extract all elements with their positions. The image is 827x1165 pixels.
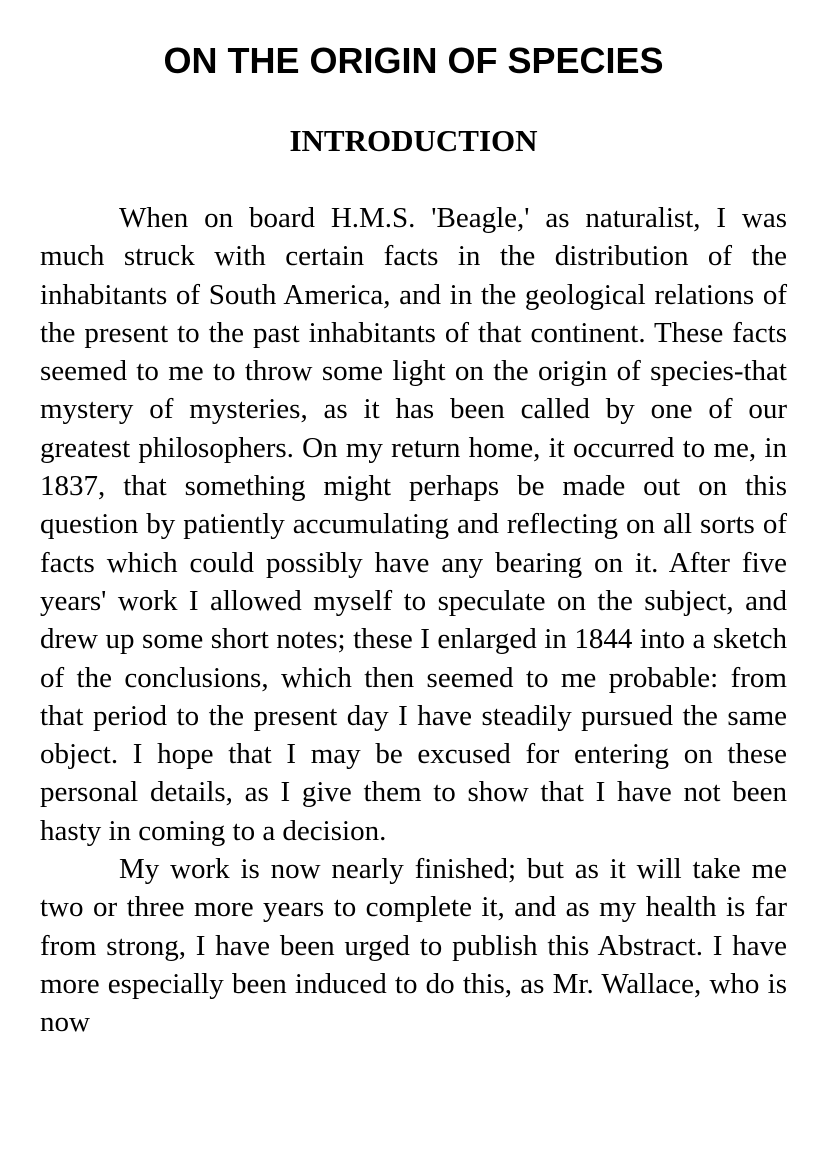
- paragraph: When on board H.M.S. 'Beagle,' as naturalist, I was much struck with certain facts in the distribution of the inhabitants of South America, and in the geological relations of the present to the past inhabitants of that continent. These facts seemed to me to throw some light on the origin of species-that mystery of mysteries, as it has been called by one of our greatest philosophers. On my return home, it occurred to me, in 1837, that something might perhaps be made out on this question by patiently accumulating and reflecting on all sorts of facts which could possibly have any bearing on it. After five years' work I allowed myself to speculate on the subject, and drew up some short notes; these I enlarged in 1844 into a sketch of the conclusions, which then seemed to me probable: from that period to the present day I have steadily pursued the same object. I hope that I may be excused for entering on these personal details, as I give them to show that I have not been hasty in coming to a decision.: [40, 202, 787, 847]
- paragraph: My work is now nearly finished; but as it will take me two or three more years to complete it, and as my health is far from strong, I have been urged to publish this Abstract. I have more especially been induced to do this, as Mr. Wallace, who is now: [40, 853, 787, 1039]
- body-text: [40, 199, 787, 1042]
- section-heading: INTRODUCTION: [289, 123, 538, 158]
- book-title: ON THE ORIGIN OF SPECIES: [163, 40, 664, 81]
